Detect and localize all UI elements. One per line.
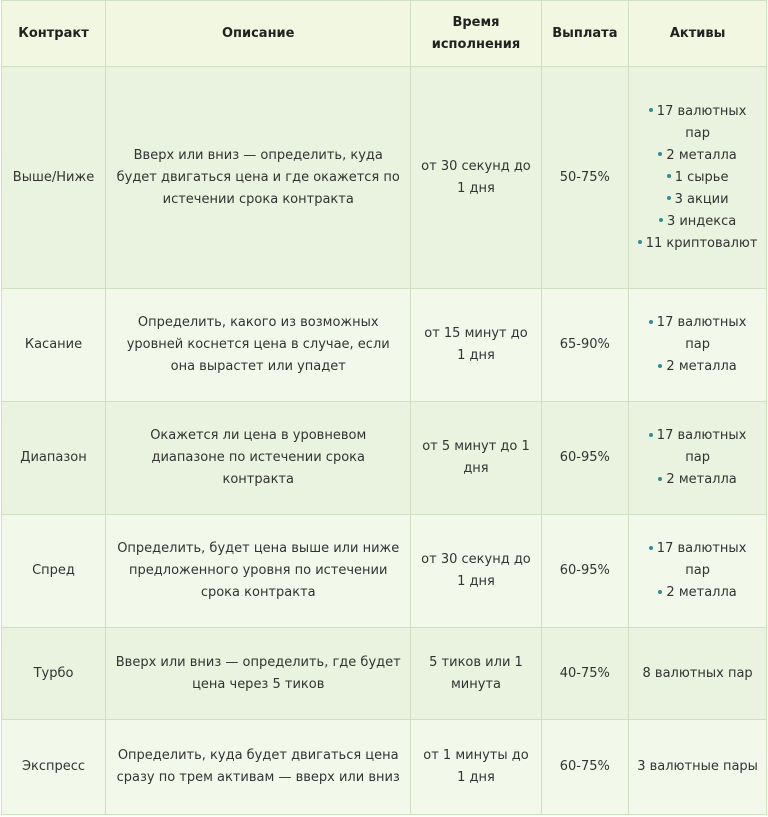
asset-item xyxy=(637,538,758,582)
cell-contract: Выше/Ниже xyxy=(2,67,106,289)
bullet-icon xyxy=(649,433,653,437)
asset-item xyxy=(637,101,758,145)
cell-time: 5 тиков или 1 минута xyxy=(411,628,541,720)
cell-description: Определить, какого из возможных уровней коснется цена в случае, если она вырастет или упадет xyxy=(106,289,411,402)
asset-label: 1 сырье xyxy=(674,169,729,185)
cell-time: от 15 минут до 1 дня xyxy=(411,289,541,402)
table-row xyxy=(2,515,767,628)
table-row xyxy=(2,628,767,720)
cell-payout: 65-90% xyxy=(541,289,629,402)
bullet-icon xyxy=(638,240,642,244)
cell-assets xyxy=(629,402,767,515)
cell-payout: 40-75% xyxy=(541,628,629,720)
cell-time: от 5 минут до 1 дня xyxy=(411,402,541,515)
cell-contract: Турбо xyxy=(2,628,106,720)
asset-label: 3 индекса xyxy=(666,213,737,229)
bullet-icon xyxy=(667,196,671,200)
asset-label: 2 металла xyxy=(666,147,737,163)
cell-assets: 3 валютные пары xyxy=(629,720,767,815)
header-time-line2: исполнения xyxy=(431,36,521,52)
cell-description: Вверх или вниз — определить, куда будет двигаться цена и где окажется по истечении срока контракта xyxy=(106,67,411,289)
assets-list xyxy=(637,101,758,255)
bullet-icon xyxy=(649,546,653,550)
header-payout: Выплата xyxy=(541,1,629,67)
asset-item xyxy=(637,189,758,211)
header-contract: Контракт xyxy=(2,1,106,67)
cell-assets xyxy=(629,289,767,402)
cell-time: от 30 секунд до 1 дня xyxy=(411,515,541,628)
cell-payout: 60-95% xyxy=(541,515,629,628)
asset-label: 3 акции xyxy=(674,191,729,207)
assets-list xyxy=(637,538,758,604)
asset-item xyxy=(637,167,758,189)
cell-time: от 30 секунд до 1 дня xyxy=(411,67,541,289)
header-time-line1: Время xyxy=(452,14,500,30)
cell-contract: Спред xyxy=(2,515,106,628)
table-header-row xyxy=(2,1,767,67)
cell-contract: Диапазон xyxy=(2,402,106,515)
bullet-icon xyxy=(658,364,662,368)
asset-label: 17 валютных пар xyxy=(656,103,747,141)
asset-item xyxy=(637,233,758,255)
cell-description: Вверх или вниз — определить, где будет цена через 5 тиков xyxy=(106,628,411,720)
cell-description: Окажется ли цена в уровневом диапазоне по истечении срока контракта xyxy=(106,402,411,515)
asset-item xyxy=(637,469,758,491)
bullet-icon xyxy=(667,174,671,178)
cell-description: Определить, будет цена выше или ниже предложенного уровня по истечении срока контракта xyxy=(106,515,411,628)
asset-label: 11 криптовалют xyxy=(645,235,758,251)
table-row xyxy=(2,720,767,815)
header-assets: Активы xyxy=(629,1,767,67)
asset-label: 17 валютных пар xyxy=(656,541,747,578)
cell-contract: Экспресс xyxy=(2,720,106,815)
cell-payout: 60-75% xyxy=(541,720,629,815)
cell-assets xyxy=(629,67,767,289)
asset-item xyxy=(637,425,758,469)
asset-label: 2 металла xyxy=(666,472,737,487)
asset-item xyxy=(637,582,758,604)
cell-payout: 60-95% xyxy=(541,402,629,515)
asset-item xyxy=(637,312,758,356)
assets-list xyxy=(637,312,758,378)
asset-label: 2 металла xyxy=(666,585,737,600)
table-row xyxy=(2,67,767,289)
assets-list xyxy=(637,425,758,491)
asset-label: 2 металла xyxy=(666,359,737,374)
table-row xyxy=(2,402,767,515)
cell-assets xyxy=(629,515,767,628)
cell-payout: 50-75% xyxy=(541,67,629,289)
bullet-icon xyxy=(658,477,662,481)
bullet-icon xyxy=(659,218,663,222)
cell-assets: 8 валютных пар xyxy=(629,628,767,720)
asset-label: 17 валютных пар xyxy=(656,428,747,465)
header-time xyxy=(411,1,541,67)
bullet-icon xyxy=(658,152,662,156)
asset-label: 17 валютных пар xyxy=(656,315,747,352)
cell-contract: Касание xyxy=(2,289,106,402)
bullet-icon xyxy=(649,320,653,324)
asset-item xyxy=(637,145,758,167)
cell-description: Определить, куда будет двигаться цена сразу по трем активам — вверх или вниз xyxy=(106,720,411,815)
header-description: Описание xyxy=(106,1,411,67)
contracts-table xyxy=(1,0,767,815)
asset-item xyxy=(637,211,758,233)
asset-item xyxy=(637,356,758,378)
bullet-icon xyxy=(658,590,662,594)
bullet-icon xyxy=(649,108,653,112)
cell-time: от 1 минуты до 1 дня xyxy=(411,720,541,815)
table-row xyxy=(2,289,767,402)
